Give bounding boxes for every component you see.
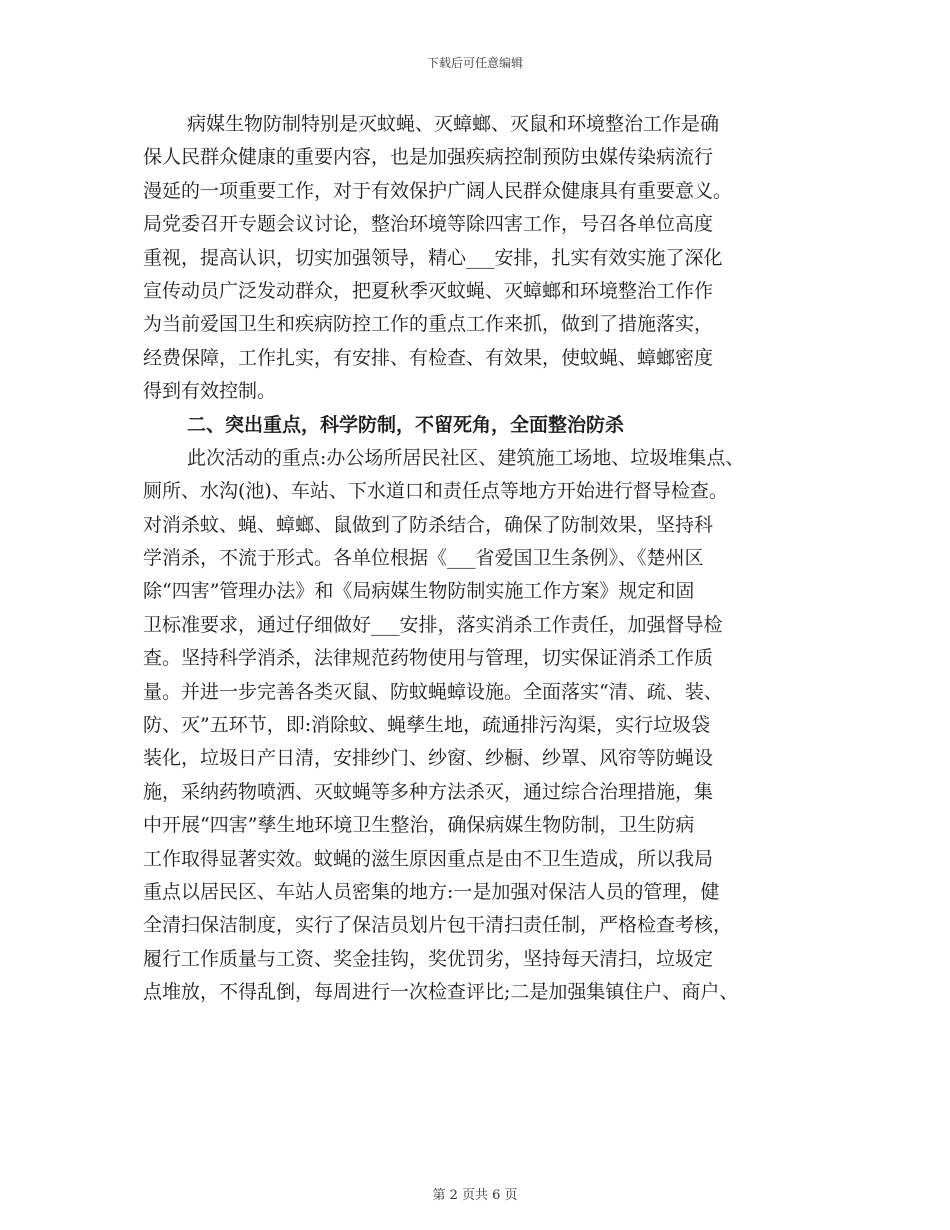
paragraph-line: 除“四害”管理办法》和《局病媒生物防制实施工作方案》规定和固 [143,580,695,603]
paragraph-line: 经费保障，工作扎实，有安排、有检查、有效果，使蚊蝇、蟑螂密度 [143,346,714,369]
paragraph-line: 对消杀蚊、蝇、蟑螂、鼠做到了防杀结合，确保了防制效果，坚持科 [143,513,714,536]
paragraph-line: 保人民群众健康的重要内容，也是加强疾病控制预防虫媒传染病流行 [143,146,714,169]
paragraph-line: 量。并进一步完善各类灭鼠、防蚊蝇蟑设施。全面落实“清、疏、装、 [143,680,723,703]
paragraph-line: 得到有效控制。 [143,380,277,403]
section-heading: 二、突出重点，科学防制，不留死角，全面整治防杀 [187,413,625,436]
paragraph-line: 履行工作质量与工资、奖金挂钩，奖优罚劣，坚持每天清扫，垃圾定 [143,947,714,970]
paragraph-line: 宣传动员广泛发动群众，把夏秋季灭蚊蝇、灭蟑螂和环境整治工作作 [143,279,714,302]
paragraph-line: 病媒生物防制特别是灭蚊蝇、灭蟑螂、灭鼠和环境整治工作是确 [187,113,720,135]
paragraph-line: 局党委召开专题会议讨论，整治环境等除四害工作，号召各单位高度 [143,213,714,236]
paragraph-line: 防、灭”五环节，即:消除蚊、蝇孳生地，疏通排污沟渠，实行垃圾袋 [143,714,711,737]
paragraph-line: 装化，垃圾日产日清，安排纱门、纱窗、纱橱、纱罩、风帘等防蝇设 [143,747,714,770]
paragraph-line: 此次活动的重点:办公场所居民社区、建筑施工场地、垃圾堆集点、 [187,446,745,469]
paragraph-line: 漫延的一项重要工作，对于有效保护广阔人民群众健康具有重要意义。 [143,179,733,202]
paragraph-line: 为当前爱国卫生和疾病防控工作的重点工作来抓，做到了措施落实， [143,313,714,336]
paragraph-line: 工作取得显著实效。蚊蝇的滋生原因重点是由不卫生造成，所以我局 [143,847,714,870]
paragraph-line: 重视，提高认识，切实加强领导，精心___安排，扎实有效实施了深化 [143,246,723,269]
paragraph-line: 重点以居民区、车站人员密集的地方:一是加强对保洁人员的管理，健 [143,880,720,903]
paragraph-line: 中开展“四害”孳生地环境卫生整治，确保病媒生物防制，卫生防病 [143,814,695,837]
body-text [143,108,815,1010]
paragraph-line: 厕所、水沟(池)、车站、下水道口和责任点等地方开始进行督导检查。 [143,480,728,503]
paragraph-line: 施，采纳药物喷洒、灭蚊蝇等多种方法杀灭，通过综合治理措施，集 [143,780,714,803]
page-header: 下载后可任意编辑 [426,56,523,70]
paragraph-line: 卫标准要求，通过仔细做好___安排，落实消杀工作责任，加强督导检 [143,613,723,636]
paragraph-line: 点堆放，不得乱倒，每周进行一次检查评比;二是加强集镇住户、商户、 [143,981,739,1004]
paragraph-line: 学消杀，不流于形式。各单位根据《___省爱国卫生条例》、《楚州区 [143,547,704,570]
paragraph-line: 全清扫保洁制度，实行了保洁员划片包干清扫责任制，严格检查考核， [143,914,733,937]
page-footer: 第 2 页共 6 页 [432,1188,518,1203]
paragraph-line: 查。坚持科学消杀，法律规范药物使用与管理，切实保证消杀工作质 [143,647,714,670]
